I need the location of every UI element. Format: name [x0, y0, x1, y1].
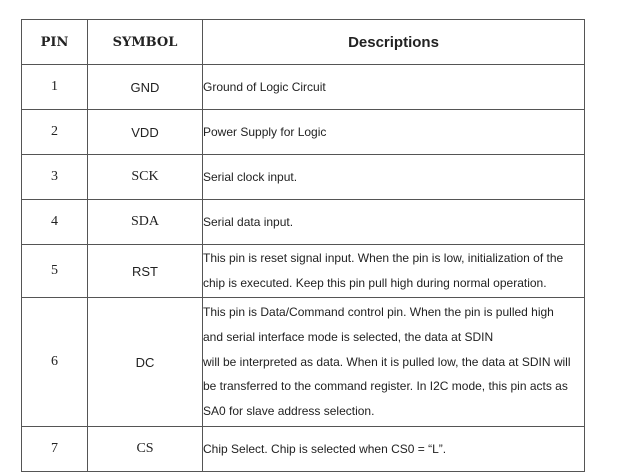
table-row — [22, 155, 585, 200]
header-row — [22, 20, 585, 65]
description-line: be transferred to the command register. In I2C mode, this pin acts as — [203, 379, 568, 394]
table-row — [22, 298, 585, 427]
pin-number: 5 — [22, 245, 88, 298]
pin-description — [203, 65, 585, 110]
pin-symbol: RST — [88, 245, 203, 298]
pin-number: 3 — [22, 155, 88, 200]
pin-symbol: DC — [88, 298, 203, 427]
pin-description — [203, 155, 585, 200]
pin-description — [203, 245, 585, 298]
pin-number: 6 — [22, 298, 88, 427]
description-line: SA0 for slave address selection. — [203, 404, 375, 419]
pin-symbol: SDA — [88, 200, 203, 245]
description-line: Ground of Logic Circuit — [203, 79, 326, 94]
header-symbol: SYMBOL — [88, 20, 203, 65]
description-line: and serial interface mode is selected, the data at SDIN — [203, 329, 494, 344]
pin-number: 2 — [22, 110, 88, 155]
description-line: Chip Select. Chip is selected when CS0 = “L”. — [203, 441, 447, 456]
pin-description — [203, 298, 585, 427]
table-row — [22, 65, 585, 110]
pin-number: 4 — [22, 200, 88, 245]
description-line: will be interpreted as data. When it is pulled low, the data at SDIN will — [203, 354, 571, 369]
pin-symbol: SCK — [88, 155, 203, 200]
description-line: This pin is reset signal input. When the pin is low, initialization of the — [203, 251, 564, 266]
description-line: Serial clock input. — [203, 169, 298, 184]
table-row — [22, 110, 585, 155]
pin-description — [203, 200, 585, 245]
header-pin: PIN — [22, 20, 88, 65]
pin-description-table — [21, 19, 585, 472]
table-row — [22, 200, 585, 245]
header-descriptions: Descriptions — [203, 20, 585, 65]
pin-symbol: GND — [88, 65, 203, 110]
pin-number: 7 — [22, 427, 88, 472]
pin-description — [203, 427, 585, 472]
description-line: This pin is Data/Command control pin. When the pin is pulled high — [203, 305, 554, 320]
description-line: Serial data input. — [203, 214, 294, 229]
pin-symbol: CS — [88, 427, 203, 472]
description-line: Power Supply for Logic — [203, 124, 327, 139]
table-row — [22, 427, 585, 472]
pin-number: 1 — [22, 65, 88, 110]
pin-symbol: VDD — [88, 110, 203, 155]
description-line: chip is executed. Keep this pin pull high during normal operation. — [203, 276, 547, 290]
pin-description — [203, 110, 585, 155]
table-row — [22, 245, 585, 298]
